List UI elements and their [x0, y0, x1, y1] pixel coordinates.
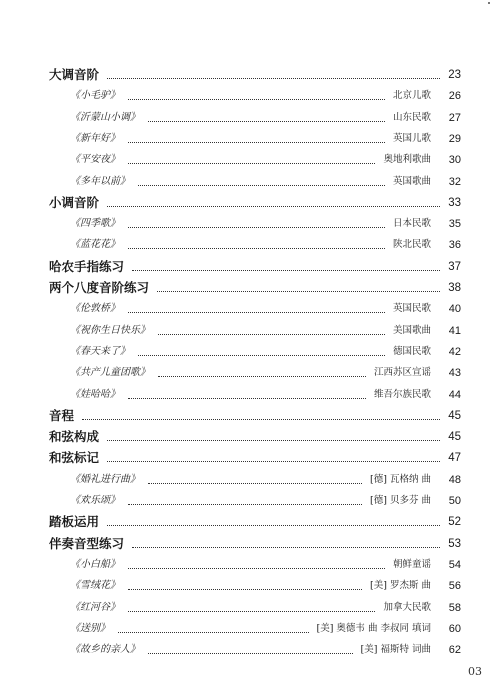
dot-leader: [128, 248, 385, 249]
dot-leader: [118, 632, 309, 633]
toc-song-row: [0, 129, 494, 149]
page-ref: 52: [448, 516, 461, 529]
dot-leader: [107, 78, 440, 79]
song-attribution: 英国歌曲: [392, 175, 431, 187]
song-title: 《欢乐颂》: [70, 495, 120, 506]
toc-song-row: [0, 342, 494, 362]
page-ref: 58: [448, 601, 461, 614]
page-ref: 38: [448, 282, 461, 294]
section-title: 哈农手指练习: [49, 258, 125, 274]
song-attribution: 维吾尔族民歌: [373, 388, 431, 400]
dot-leader: [82, 419, 440, 420]
song-title: 《红河谷》: [70, 601, 120, 613]
song-title: 《四季歌》: [70, 218, 120, 230]
toc-section-row: [0, 257, 494, 277]
page-ref: 43: [448, 367, 461, 380]
song-attribution: 奥地利歌曲: [383, 154, 431, 166]
song-attribution: 朝鲜童谣: [392, 558, 431, 570]
song-attribution: [德] 贝多芬 曲: [370, 495, 431, 506]
song-attribution: 日本民歌: [392, 218, 431, 230]
dot-leader: [158, 334, 385, 335]
section-title: 和弦标记: [49, 450, 100, 466]
toc-song-row: [0, 640, 494, 660]
song-title: 《春天来了》: [70, 345, 130, 357]
section-title: 小调音阶: [49, 194, 100, 210]
section-title: 和弦构成: [49, 429, 100, 445]
page-number: 03: [468, 665, 482, 678]
toc-song-row: [0, 491, 494, 511]
toc-song-row: [0, 598, 494, 618]
dot-leader: [128, 99, 385, 100]
section-title: 两个八度音阶练习: [49, 280, 150, 295]
toc-song-row: [0, 108, 494, 128]
song-title: 《共产儿童团歌》: [70, 367, 150, 379]
section-title: 音程: [49, 407, 75, 423]
song-attribution: 英国民歌: [392, 303, 431, 315]
dot-leader: [107, 461, 440, 462]
page-ref: 37: [448, 260, 461, 273]
song-attribution: [美] 罗杰斯 曲: [370, 580, 431, 592]
toc-song-row: [0, 555, 494, 575]
page-ref: 45: [448, 431, 461, 444]
dot-leader: [128, 504, 362, 505]
toc-song-row: [0, 321, 494, 341]
page-ref: 47: [448, 452, 461, 465]
song-title: 《多年以前》: [70, 175, 130, 187]
page-ref: 53: [448, 537, 461, 550]
song-title: 《娃哈哈》: [70, 388, 120, 400]
song-title: 《平安夜》: [70, 154, 120, 166]
section-title: 大调音阶: [49, 67, 100, 82]
page-ref: 26: [448, 90, 461, 103]
page-ref: 48: [448, 473, 461, 486]
toc-song-row: [0, 299, 494, 319]
toc-section-row: [0, 534, 494, 554]
toc-song-row: [0, 363, 494, 383]
song-attribution: 美国歌曲: [392, 324, 431, 336]
page-ref: 35: [448, 218, 461, 231]
dot-leader: [148, 121, 385, 122]
toc-song-row: [0, 172, 494, 192]
page-ref: 30: [448, 154, 461, 167]
song-title: 《送别》: [70, 622, 110, 634]
page-ref: 32: [448, 175, 461, 188]
page-ref: 40: [448, 303, 461, 316]
page-ref: 60: [448, 622, 461, 635]
dot-leader: [128, 163, 375, 164]
toc-song-row: [0, 576, 494, 596]
dot-leader: [107, 206, 440, 207]
toc-song-row: [0, 86, 494, 106]
page-ref: 50: [448, 495, 461, 507]
dot-leader: [138, 355, 385, 356]
page-ref: 42: [448, 345, 461, 358]
dot-leader: [128, 589, 362, 590]
page-ref: 33: [448, 196, 461, 209]
page-ref: 23: [448, 69, 461, 81]
dot-leader: [128, 142, 385, 143]
song-attribution: 江西苏区宣谣: [373, 367, 431, 379]
dot-leader: [128, 611, 375, 612]
page-ref: 54: [448, 558, 461, 571]
page-ref: 45: [448, 409, 461, 422]
section-title: 伴奏音型练习: [49, 535, 125, 551]
toc-section-row: [0, 427, 494, 447]
song-attribution: 山东民歌: [392, 111, 431, 123]
song-attribution: [德] 瓦格纳 曲: [370, 473, 431, 485]
page-ref: 44: [448, 388, 461, 401]
song-attribution: 陕北民歌: [392, 239, 431, 251]
toc-section-row: [0, 65, 494, 85]
song-attribution: [美] 奥德韦 曲 李叔同 填词: [316, 622, 431, 634]
toc-section-row: [0, 193, 494, 213]
song-title: 《婚礼进行曲》: [70, 473, 140, 485]
toc-song-row: [0, 470, 494, 490]
song-title: 《小白船》: [70, 558, 120, 570]
song-attribution: 德国民歌: [392, 345, 431, 357]
toc-song-row: [0, 214, 494, 234]
dot-leader: [148, 653, 353, 654]
song-attribution: [美] 福斯特 词曲: [360, 644, 431, 656]
toc-song-row: [0, 235, 494, 255]
song-title: 《祝你生日快乐》: [70, 324, 150, 336]
song-title: 《蓝花花》: [70, 239, 120, 251]
page-ref: 62: [448, 644, 461, 657]
song-title: 《沂蒙山小调》: [70, 111, 140, 123]
toc-section-row: [0, 448, 494, 468]
dot-leader: [128, 312, 385, 313]
dot-leader: [138, 185, 385, 186]
song-title: 《故乡的亲人》: [70, 644, 140, 656]
page-ref: 56: [448, 580, 461, 593]
scan-speck: [488, 2, 490, 4]
dot-leader: [128, 568, 385, 569]
dot-leader: [128, 227, 385, 228]
song-title: 《伦敦桥》: [70, 303, 120, 315]
dot-leader: [132, 547, 440, 548]
toc-song-row: [0, 619, 494, 639]
toc-section-row: [0, 278, 494, 298]
dot-leader: [107, 525, 440, 526]
page-ref: 41: [448, 324, 461, 337]
page-ref: 36: [448, 239, 461, 252]
song-title: 《小毛驴》: [70, 90, 120, 102]
dot-leader: [107, 440, 440, 441]
dot-leader: [148, 483, 362, 484]
toc-section-row: [0, 512, 494, 532]
dot-leader: [157, 291, 440, 292]
page-ref: 27: [448, 111, 461, 124]
section-title: 踏板运用: [49, 514, 100, 530]
song-attribution: 北京儿歌: [392, 90, 431, 102]
song-attribution: 英国儿歌: [392, 132, 431, 144]
dot-leader: [128, 398, 366, 399]
dot-leader: [158, 376, 366, 377]
page-ref: 29: [448, 132, 461, 145]
song-title: 《雪绒花》: [70, 580, 120, 592]
toc-section-row: [0, 406, 494, 426]
dot-leader: [132, 270, 440, 271]
song-title: 《新年好》: [70, 132, 120, 144]
toc-song-row: [0, 385, 494, 405]
toc-song-row: [0, 150, 494, 170]
song-attribution: 加拿大民歌: [383, 601, 431, 613]
